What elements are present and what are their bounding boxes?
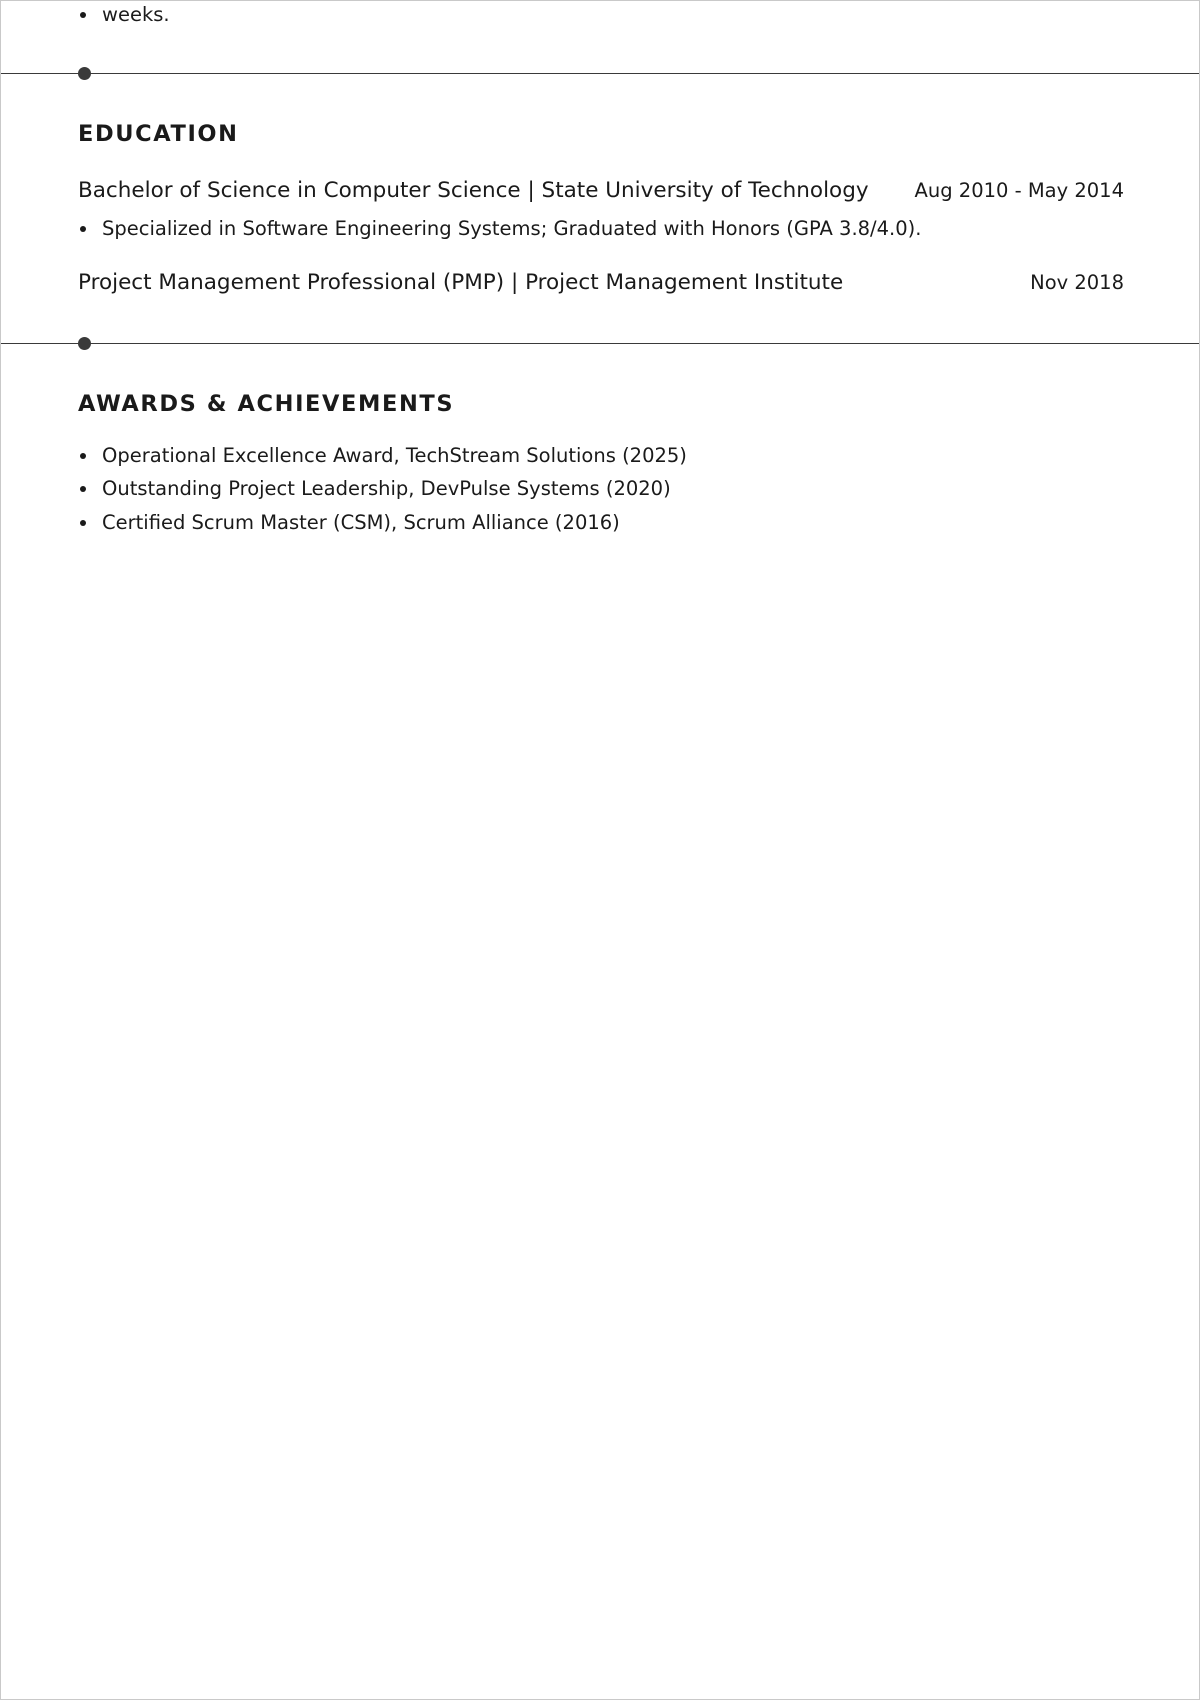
list-item [78,217,921,240]
awards-heading: AWARDS & ACHIEVEMENTS [78,391,455,417]
section-divider [1,343,1199,344]
bullet-text: Operational Excellence Award, TechStream Solutions (2025) [102,444,687,467]
bullet-dot [80,226,86,232]
list-item [78,511,687,534]
list-item [78,444,687,467]
bullet-text: Certified Scrum Master (CSM), Scrum Alliance (2016) [102,510,620,534]
entry-date: Nov 2018 [1030,271,1124,294]
bullet-dot [80,453,86,459]
entry-title: Bachelor of Science in Computer Science | State University of Technology [78,178,869,203]
list-item [78,3,170,26]
bullet-text: Outstanding Project Leadership, DevPulse Systems (2020) [102,477,671,501]
section-divider [1,73,1199,74]
divider-dot-icon [78,337,91,350]
bullet-text: weeks. [102,3,170,26]
previous-section-bullets [78,3,170,26]
entry-title: Project Management Professional (PMP) | Project Management Institute [78,270,844,295]
entry-date: Aug 2010 - May 2014 [914,179,1124,202]
bullet-dot [80,520,86,526]
education-entry [78,178,1124,203]
bullet-dot [80,12,86,18]
list-item [78,477,687,500]
education-entry-bullets [78,217,921,240]
bullet-dot [80,486,86,492]
education-heading: EDUCATION [78,121,239,147]
education-entry [78,270,1124,295]
awards-list [78,444,687,534]
bullet-text: Specialized in Software Engineering Systems; Graduated with Honors (GPA 3.8/4.0). [102,217,922,240]
divider-dot-icon [78,67,91,80]
